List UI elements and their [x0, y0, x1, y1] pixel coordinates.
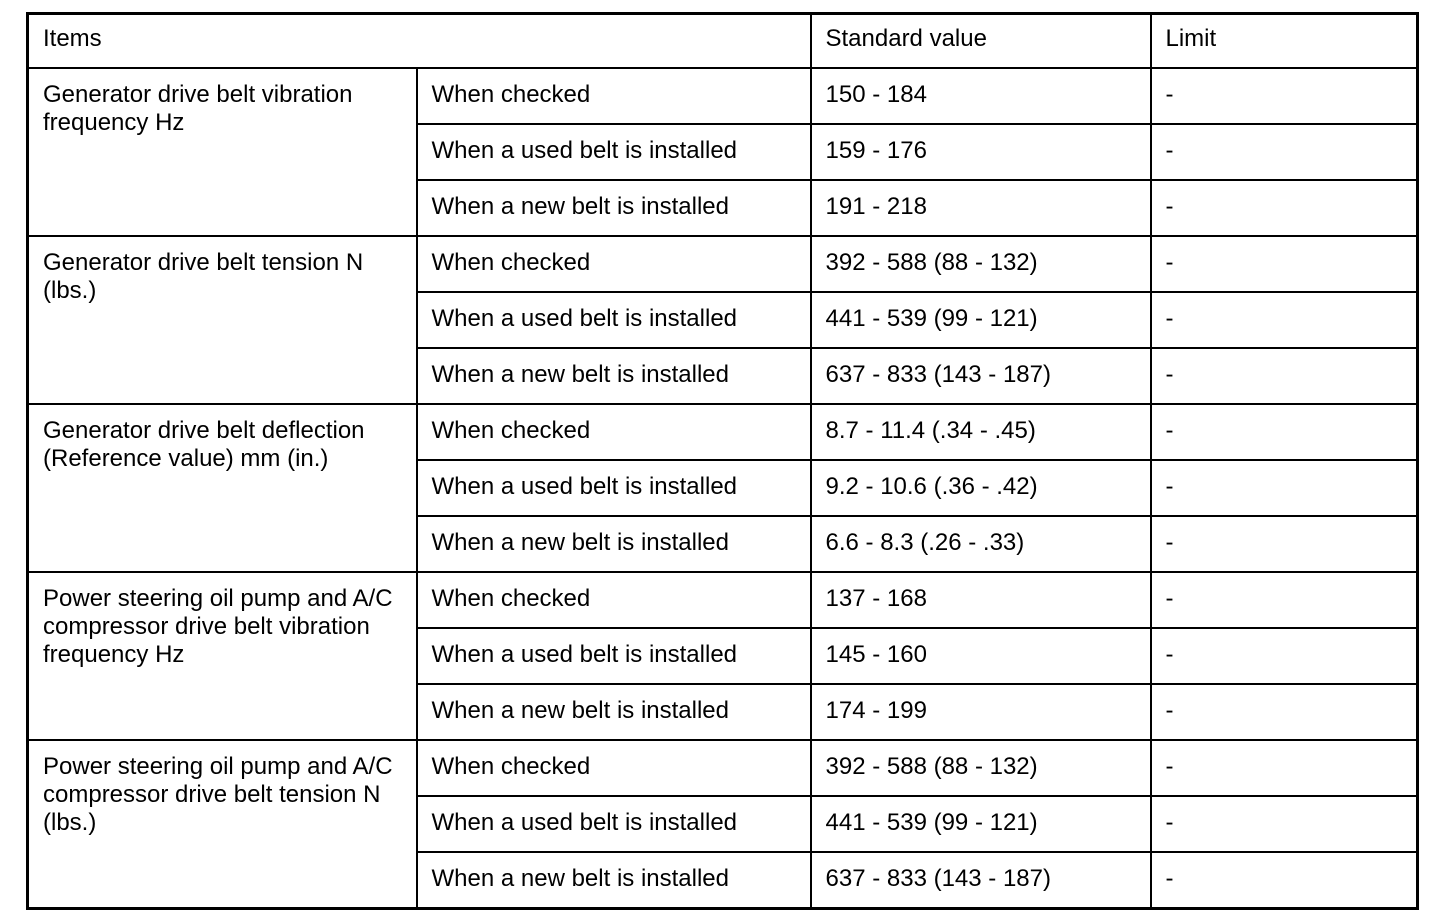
limit-cell: - — [1151, 852, 1418, 909]
standard-value-cell: 441 - 539 (99 - 121) — [811, 292, 1151, 348]
table-row — [28, 236, 1418, 292]
condition-cell: When a used belt is installed — [417, 124, 811, 180]
standard-value-cell: 150 - 184 — [811, 68, 1151, 124]
condition-cell: When a new belt is installed — [417, 684, 811, 740]
condition-cell: When checked — [417, 236, 811, 292]
limit-cell: - — [1151, 628, 1418, 684]
item-name-cell: Generator drive belt tension N (lbs.) — [28, 236, 417, 404]
limit-cell: - — [1151, 684, 1418, 740]
item-name-cell: Power steering oil pump and A/C compressor drive belt vibration frequency Hz — [28, 572, 417, 740]
standard-value-cell: 392 - 588 (88 - 132) — [811, 740, 1151, 796]
standard-value-cell: 392 - 588 (88 - 132) — [811, 236, 1151, 292]
belt-spec-table — [26, 12, 1419, 910]
limit-cell: - — [1151, 740, 1418, 796]
standard-value-cell: 441 - 539 (99 - 121) — [811, 796, 1151, 852]
standard-value-cell: 159 - 176 — [811, 124, 1151, 180]
table-row — [28, 572, 1418, 628]
limit-cell: - — [1151, 180, 1418, 236]
limit-cell: - — [1151, 404, 1418, 460]
limit-cell: - — [1151, 348, 1418, 404]
condition-cell: When checked — [417, 404, 811, 460]
condition-cell: When a used belt is installed — [417, 628, 811, 684]
standard-value-cell: 191 - 218 — [811, 180, 1151, 236]
condition-cell: When a new belt is installed — [417, 180, 811, 236]
item-name-cell: Generator drive belt deflection (Reference value) mm (in.) — [28, 404, 417, 572]
condition-cell: When checked — [417, 68, 811, 124]
limit-cell: - — [1151, 516, 1418, 572]
standard-value-cell: 174 - 199 — [811, 684, 1151, 740]
header-items: Items — [28, 14, 811, 69]
limit-cell: - — [1151, 796, 1418, 852]
condition-cell: When a used belt is installed — [417, 796, 811, 852]
limit-cell: - — [1151, 292, 1418, 348]
header-standard-value: Standard value — [811, 14, 1151, 69]
standard-value-cell: 9.2 - 10.6 (.36 - .42) — [811, 460, 1151, 516]
limit-cell: - — [1151, 460, 1418, 516]
standard-value-cell: 8.7 - 11.4 (.34 - .45) — [811, 404, 1151, 460]
limit-cell: - — [1151, 236, 1418, 292]
limit-cell: - — [1151, 124, 1418, 180]
table-row — [28, 404, 1418, 460]
condition-cell: When checked — [417, 572, 811, 628]
condition-cell: When a used belt is installed — [417, 460, 811, 516]
condition-cell: When a used belt is installed — [417, 292, 811, 348]
table-row — [28, 68, 1418, 124]
condition-cell: When a new belt is installed — [417, 852, 811, 909]
standard-value-cell: 637 - 833 (143 - 187) — [811, 852, 1151, 909]
standard-value-cell: 137 - 168 — [811, 572, 1151, 628]
standard-value-cell: 6.6 - 8.3 (.26 - .33) — [811, 516, 1151, 572]
standard-value-cell: 637 - 833 (143 - 187) — [811, 348, 1151, 404]
condition-cell: When a new belt is installed — [417, 516, 811, 572]
limit-cell: - — [1151, 572, 1418, 628]
table-row — [28, 740, 1418, 796]
item-name-cell: Power steering oil pump and A/C compressor drive belt tension N (lbs.) — [28, 740, 417, 909]
condition-cell: When checked — [417, 740, 811, 796]
standard-value-cell: 145 - 160 — [811, 628, 1151, 684]
header-limit: Limit — [1151, 14, 1418, 69]
condition-cell: When a new belt is installed — [417, 348, 811, 404]
item-name-cell: Generator drive belt vibration frequency Hz — [28, 68, 417, 236]
limit-cell: - — [1151, 68, 1418, 124]
header-row — [28, 14, 1418, 69]
